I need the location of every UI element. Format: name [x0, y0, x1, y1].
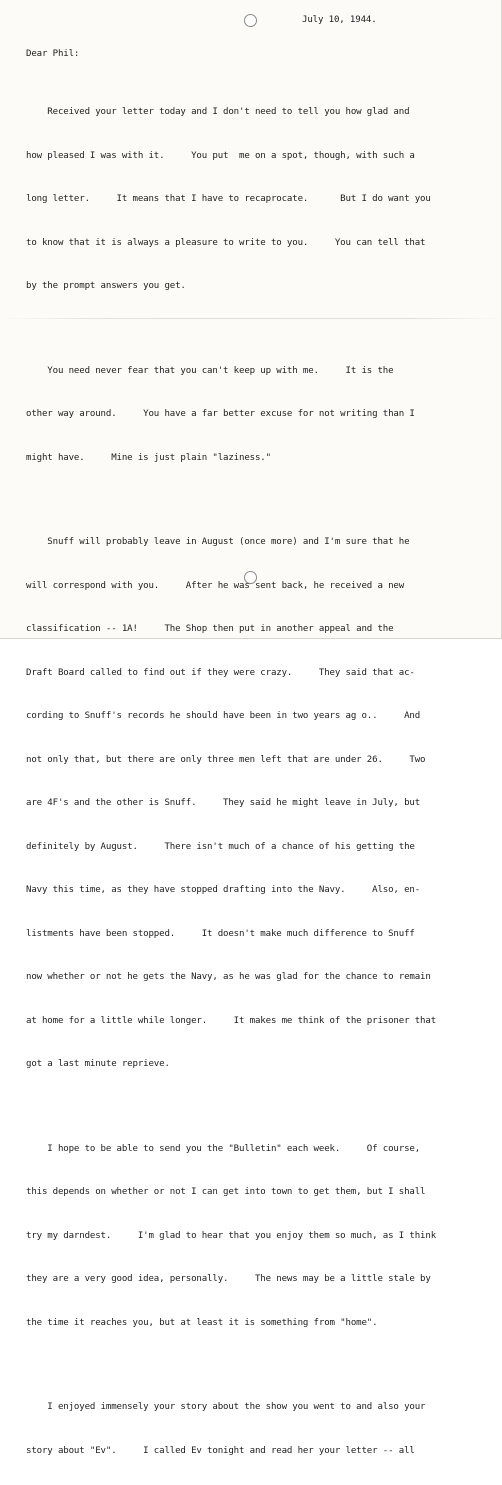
paragraph-gap: [26, 321, 436, 326]
letter-line: are 4F's and the other is Snuff. They said he might leave in July, but: [26, 798, 421, 808]
letter-line: cording to Snuff's records he should have been in two years ag o.. And: [26, 711, 421, 721]
letter-salutation: Dear Phil:: [26, 49, 80, 59]
letter-line: classification -- 1A! The Shop then put in another appeal and the: [26, 624, 394, 634]
letter-line: Navy this time, as they have stopped drafting into the Navy. Also, en-: [26, 885, 421, 895]
letter-line: got a last minute reprieve.: [26, 1059, 170, 1069]
paragraph-gap: [26, 1099, 436, 1104]
paragraph-gap: [26, 1357, 436, 1362]
letter-line: to know that it is always a pleasure to write to you. You can tell that: [26, 237, 426, 248]
letter-line: definitely by August. There isn't much of a chance of his getting the: [26, 841, 415, 852]
letter-line: long letter. It means that I have to recaprocate. But I do want you: [26, 194, 431, 204]
letter-line: I enjoyed immensely your story about the show you went to and also your: [26, 1402, 426, 1412]
letter-line: I hope to be able to send you the "Bulletin" each week. Of course,: [26, 1143, 421, 1154]
letter-line: other way around. You have a far better excuse for not writing than I: [26, 409, 415, 419]
letter-line: they are a very good idea, personally. The news may be a little stale by: [26, 1274, 431, 1284]
letter-line: Snuff will probably leave in August (once more) and I'm sure that he: [26, 537, 410, 547]
letter-line: this depends on whether or not I can get into town to get them, but I shall: [26, 1187, 426, 1197]
letter-line: try my darndest. I'm glad to hear that you enjoy them so much, as I think: [26, 1230, 437, 1241]
letter-line: how pleased I was with it. You put me on a spot, though, with such a: [26, 150, 415, 161]
letter-line: Received your letter today and I don't need to tell you how glad and: [26, 107, 410, 117]
paragraph-gap: [26, 492, 436, 497]
letter-line: not only that, but there are only three men left that are under 26. Two: [26, 754, 426, 765]
letter-line: will correspond with you. After he was sent back, he received a new: [26, 580, 405, 591]
letter-line: story about "Ev". I called Ev tonight and read her your letter -- all: [26, 1445, 415, 1456]
letter-line: now whether or not he gets the Navy, as he was glad for the chance to remain: [26, 972, 431, 982]
letter-line: at home for a little while longer. It makes me think of the prisoner that: [26, 1015, 437, 1026]
letter-line: You need never fear that you can't keep up with me. It is the: [26, 365, 394, 376]
letter-line: by the prompt answers you get.: [26, 281, 186, 291]
letter-date: July 10, 1944.: [302, 15, 377, 25]
letter-line: Draft Board called to find out if they were crazy. They said that ac-: [26, 667, 415, 678]
letter-line: the time it reaches you, but at least it is something from "home".: [26, 1317, 378, 1328]
punch-hole-top: [244, 14, 257, 27]
letter-line: listments have been stopped. It doesn't make much difference to Snuff: [26, 928, 415, 939]
letter-body: [26, 67, 436, 1485]
letter-line: might have. Mine is just plain "laziness.": [26, 452, 271, 463]
